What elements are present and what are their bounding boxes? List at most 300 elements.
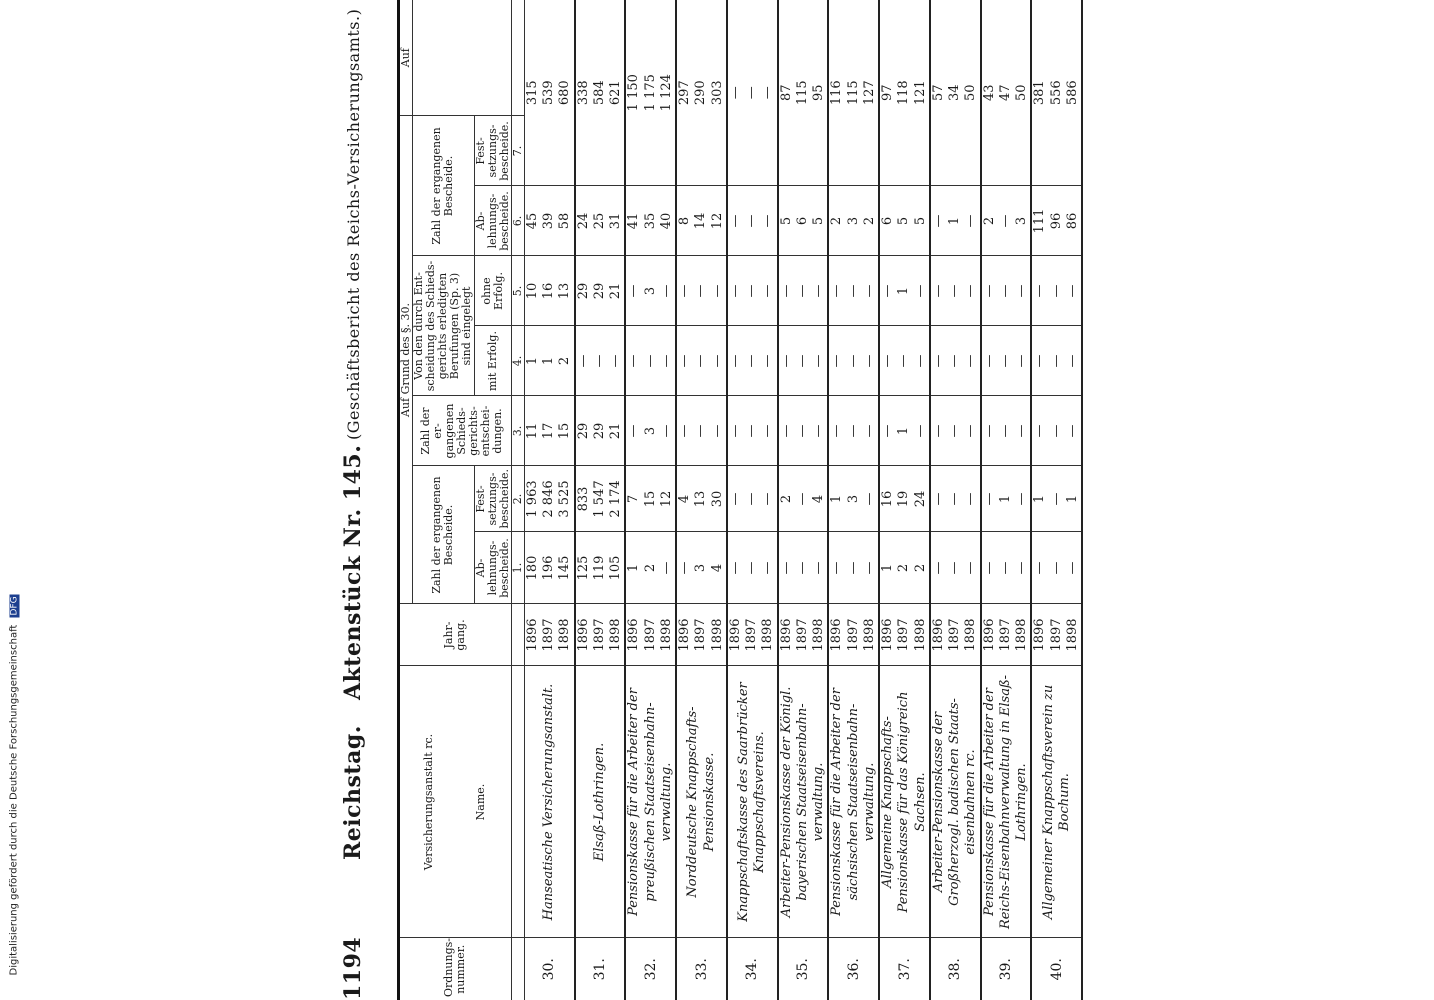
row-years <box>676 604 727 666</box>
row-col-4 <box>625 326 676 396</box>
row-col-4-value: — <box>947 354 963 368</box>
table-row <box>930 0 981 1000</box>
row-col-2 <box>778 466 829 532</box>
row-years-value: 1896 <box>524 618 540 652</box>
row-col-4-value: 1 <box>541 356 557 366</box>
row-number: 33. <box>676 938 727 1000</box>
header-col5: ohne Erfolg. <box>474 256 511 326</box>
row-col-7-value: 127 <box>861 80 877 106</box>
row-col-5-value: — <box>845 284 861 298</box>
row-col-2 <box>625 466 676 532</box>
row-col-7 <box>828 0 879 186</box>
row-col-3-value: — <box>709 424 725 438</box>
row-col-1-value: — <box>963 561 979 575</box>
table-row <box>676 0 727 1000</box>
row-col-4-value: — <box>1032 354 1048 368</box>
row-col-2 <box>524 466 574 532</box>
row-number: 32. <box>625 938 676 1000</box>
row-years-value: 1897 <box>947 618 963 652</box>
row-col-6 <box>778 186 829 256</box>
row-col-5-value: 1 <box>896 286 912 296</box>
row-col-3-value: — <box>794 424 810 438</box>
row-col-6 <box>1031 186 1082 256</box>
row-years-value: 1896 <box>575 618 591 652</box>
row-col-1 <box>727 532 778 604</box>
row-col-4-value: — <box>1048 354 1064 368</box>
row-col-3-value: — <box>626 424 642 438</box>
row-col-2 <box>828 466 879 532</box>
header-spacer <box>413 0 512 116</box>
row-col-7-value: — <box>727 86 743 100</box>
row-col-6 <box>676 186 727 256</box>
row-col-4-value: — <box>608 354 624 368</box>
row-col-2-value: 1 547 <box>591 480 607 518</box>
row-col-4-value: — <box>997 354 1013 368</box>
row-col-6-value: — <box>963 214 979 228</box>
row-col-6-value: 2 <box>981 216 997 226</box>
row-col-6-value: 2 <box>861 216 877 226</box>
row-years-value: 1897 <box>794 618 810 652</box>
row-col-5-value: — <box>811 284 827 298</box>
row-col-4-value: — <box>912 354 928 368</box>
row-col-2 <box>727 466 778 532</box>
row-col-1-value: — <box>1014 561 1030 575</box>
row-col-3-value: — <box>811 424 827 438</box>
header-anstalt-label: Versicherungsanstalt rc. <box>422 733 436 871</box>
row-col-3-value: — <box>744 424 760 438</box>
row-years <box>981 604 1032 666</box>
row-years <box>1031 604 1082 666</box>
row-col-3-value: — <box>658 424 674 438</box>
row-years-value: 1898 <box>963 618 979 652</box>
row-col-5-value: — <box>981 284 997 298</box>
row-years-value: 1897 <box>1048 618 1064 652</box>
row-col-1 <box>930 532 981 604</box>
row-number: 36. <box>828 938 879 1000</box>
row-col-1-value: 196 <box>541 555 557 581</box>
running-head-right: (Geschäftsbericht des Reichs-Versicherungsamts.) <box>344 8 363 440</box>
row-years-value: 1897 <box>693 618 709 652</box>
row-col-2-value: 19 <box>896 490 912 508</box>
row-col-6-value: 40 <box>658 212 674 230</box>
row-years-value: 1897 <box>997 618 1013 652</box>
colnum-4: 4. <box>511 326 524 396</box>
row-col-6-value: — <box>930 214 946 228</box>
row-col-6-value: — <box>760 214 776 228</box>
row-col-5-value: — <box>947 284 963 298</box>
row-col-6-value: 41 <box>626 212 642 230</box>
row-col-1-value: 180 <box>524 555 540 581</box>
row-col-7-value: 1 124 <box>658 74 674 112</box>
row-col-4-value: — <box>760 354 776 368</box>
row-col-2-value: 2 174 <box>608 480 624 518</box>
row-years-value: 1896 <box>626 618 642 652</box>
row-col-1-value: — <box>1048 561 1064 575</box>
row-col-2-value: — <box>947 492 963 506</box>
row-col-5 <box>828 256 879 326</box>
row-col-3-value: 29 <box>591 422 607 440</box>
row-col-4-value: — <box>861 354 877 368</box>
row-col-1-value: — <box>981 561 997 575</box>
row-col-1-value: 125 <box>575 555 591 581</box>
colnum-1: 1. <box>511 532 524 604</box>
dfg-logo: DFG <box>9 596 20 616</box>
row-col-5 <box>575 256 626 326</box>
row-col-7-value: 118 <box>896 80 912 106</box>
row-col-2-value: — <box>930 492 946 506</box>
table-row <box>828 0 879 1000</box>
row-col-4 <box>981 326 1032 396</box>
row-col-4-value: — <box>981 354 997 368</box>
row-years-value: 1897 <box>896 618 912 652</box>
row-col-3-value: 15 <box>557 422 573 440</box>
row-col-5-value: 13 <box>557 282 573 300</box>
row-col-3-value: — <box>880 424 896 438</box>
row-col-7 <box>1031 0 1082 186</box>
row-col-5-value: — <box>829 284 845 298</box>
row-col-2-value: — <box>794 492 810 506</box>
row-years <box>575 604 626 666</box>
row-col-4-value: 2 <box>557 356 573 366</box>
row-col-3 <box>727 396 778 466</box>
row-col-3 <box>575 396 626 466</box>
row-col-1 <box>575 532 626 604</box>
row-col-1-value: 2 <box>912 563 928 573</box>
row-col-2-value: 15 <box>642 490 658 508</box>
row-col-7-value: — <box>744 86 760 100</box>
row-years-value: 1897 <box>541 618 557 652</box>
row-col-3 <box>1031 396 1082 466</box>
running-head-left: Reichstag. <box>340 725 366 860</box>
row-col-4-value: — <box>829 354 845 368</box>
row-col-3-value: — <box>997 424 1013 438</box>
row-col-4-value: — <box>880 354 896 368</box>
row-col-7-value: 297 <box>677 80 693 106</box>
row-years-value: 1898 <box>811 618 827 652</box>
row-col-1-value: 2 <box>896 563 912 573</box>
row-col-3-value: 29 <box>575 422 591 440</box>
row-col-5 <box>625 256 676 326</box>
row-col-5-value: — <box>693 284 709 298</box>
table-row <box>524 0 574 1000</box>
row-col-6 <box>930 186 981 256</box>
row-col-7 <box>575 0 626 186</box>
row-col-2-value: 1 963 <box>524 480 540 518</box>
row-col-6-value: 2 <box>829 216 845 226</box>
header-col1: Ab-lehnungs-bescheide. <box>474 532 511 604</box>
digitization-note: Digitalisierung gefördert durch die Deutsche Forschungsgemeinschaft <box>8 624 20 976</box>
row-col-6-value: — <box>997 214 1013 228</box>
row-col-7-value: 680 <box>557 80 573 106</box>
row-col-4 <box>575 326 626 396</box>
row-col-5-value: — <box>930 284 946 298</box>
table-row <box>778 0 829 1000</box>
row-col-5 <box>879 256 930 326</box>
row-col-6-value: 5 <box>912 216 928 226</box>
header-jahr: Jahr-gang. <box>399 604 512 666</box>
row-col-6-value: 3 <box>1014 216 1030 226</box>
row-col-2-value: 16 <box>880 490 896 508</box>
row-col-3-value: 17 <box>541 422 557 440</box>
row-col-6-value: 5 <box>778 216 794 226</box>
row-years-value: 1897 <box>744 618 760 652</box>
row-col-6 <box>727 186 778 256</box>
row-col-6-value: 86 <box>1064 212 1080 230</box>
row-col-5-value: — <box>794 284 810 298</box>
page-number: 1194 <box>340 936 366 1000</box>
row-col-7-value: 539 <box>541 80 557 106</box>
row-col-3 <box>930 396 981 466</box>
row-col-7-value: 97 <box>880 84 896 101</box>
row-col-7 <box>727 0 778 186</box>
row-col-3 <box>879 396 930 466</box>
row-col-5 <box>676 256 727 326</box>
row-col-2-value: 1 <box>829 494 845 504</box>
row-col-3-value: — <box>829 424 845 438</box>
row-col-5-value: — <box>1064 284 1080 298</box>
row-years-value: 1898 <box>557 618 573 652</box>
row-col-2-value: 12 <box>658 490 674 508</box>
row-col-7-value: 47 <box>997 84 1013 101</box>
row-col-4-value: — <box>896 354 912 368</box>
row-col-4 <box>778 326 829 396</box>
row-name: Hanseatische Versicherungsanstalt. <box>524 666 574 938</box>
row-col-2-value: 1 <box>1064 494 1080 504</box>
row-col-5-value: — <box>760 284 776 298</box>
row-col-6-value: 6 <box>794 216 810 226</box>
row-col-5-value: — <box>677 284 693 298</box>
row-col-2-value: — <box>963 492 979 506</box>
row-col-7-value: 315 <box>524 80 540 106</box>
row-col-2-value: — <box>727 492 743 506</box>
row-col-3-value: — <box>947 424 963 438</box>
row-col-1-value: — <box>658 561 674 575</box>
row-col-7 <box>676 0 727 186</box>
row-col-2-value: — <box>744 492 760 506</box>
table-row <box>879 0 930 1000</box>
row-col-6-value: 12 <box>709 212 725 230</box>
header-col45-group: Von den durch Ent-scheidung des Schieds-gerichts erledigten Berufungen (Sp. 3) sind eingelegt <box>413 256 474 396</box>
row-col-6 <box>828 186 879 256</box>
row-col-7-value: 621 <box>608 80 624 106</box>
row-years-value: 1896 <box>880 618 896 652</box>
row-col-3-value: — <box>677 424 693 438</box>
row-col-6-value: 39 <box>541 212 557 230</box>
row-col-7-value: 586 <box>1064 80 1080 106</box>
row-col-3 <box>778 396 829 466</box>
row-col-1 <box>625 532 676 604</box>
row-years-value: 1898 <box>709 618 725 652</box>
row-col-3-value: 3 <box>642 426 658 436</box>
row-col-7-value: 338 <box>575 80 591 106</box>
row-col-2 <box>930 466 981 532</box>
row-name: Allgemeine Knappschafts-Pensionskasse für das Königreich Sachsen. <box>879 666 930 938</box>
row-col-4-value: — <box>778 354 794 368</box>
row-col-4-value: — <box>930 354 946 368</box>
row-col-6-value: 6 <box>880 216 896 226</box>
row-col-5 <box>727 256 778 326</box>
row-years-value: 1898 <box>1014 618 1030 652</box>
row-col-7-value: 584 <box>591 80 607 106</box>
row-col-7-value: 87 <box>778 84 794 101</box>
row-col-5-value: 21 <box>608 282 624 300</box>
header-col7: Fest-setzungs-bescheide. <box>474 116 511 186</box>
row-name: Allgemeiner Knappschaftsverein zu Bochum. <box>1031 666 1082 938</box>
header-grund: Auf Grund des §. 30. <box>399 116 413 604</box>
row-col-2-value: 24 <box>912 490 928 508</box>
row-col-4-value: — <box>845 354 861 368</box>
row-col-1-value: — <box>861 561 877 575</box>
row-col-6-value: 8 <box>677 216 693 226</box>
row-col-2-value: 3 525 <box>557 480 573 518</box>
row-col-1-value: 3 <box>693 563 709 573</box>
row-col-4 <box>727 326 778 396</box>
row-col-1 <box>981 532 1032 604</box>
row-col-3 <box>524 396 574 466</box>
row-col-5-value: 29 <box>575 282 591 300</box>
row-number: 37. <box>879 938 930 1000</box>
row-col-5-value: 16 <box>541 282 557 300</box>
row-col-3-value: — <box>861 424 877 438</box>
row-years-value: 1897 <box>845 618 861 652</box>
row-col-6-value: 14 <box>693 212 709 230</box>
row-col-1-value: — <box>744 561 760 575</box>
row-number: 35. <box>778 938 829 1000</box>
row-years <box>930 604 981 666</box>
row-col-5-value: — <box>778 284 794 298</box>
row-col-1-value: 2 <box>642 563 658 573</box>
row-col-3-value: — <box>1032 424 1048 438</box>
row-years-value: 1898 <box>861 618 877 652</box>
row-col-2 <box>981 466 1032 532</box>
row-col-7-value: 34 <box>947 84 963 101</box>
row-col-5 <box>778 256 829 326</box>
row-years-value: 1896 <box>778 618 794 652</box>
row-col-6 <box>981 186 1032 256</box>
row-col-3 <box>981 396 1032 466</box>
row-col-4-value: — <box>794 354 810 368</box>
row-col-2-value: 833 <box>575 486 591 512</box>
row-col-1-value: — <box>811 561 827 575</box>
row-col-5-value: — <box>658 284 674 298</box>
colnum-3: 3. <box>511 396 524 466</box>
row-col-7-value: 303 <box>709 80 725 106</box>
row-col-1 <box>1031 532 1082 604</box>
row-col-7-value: 1 175 <box>642 74 658 112</box>
row-name: Elsaß-Lothringen. <box>575 666 626 938</box>
row-col-2-value: 30 <box>709 490 725 508</box>
row-col-2 <box>676 466 727 532</box>
row-col-1-value: — <box>947 561 963 575</box>
row-col-7 <box>981 0 1032 186</box>
row-col-4-value: — <box>642 354 658 368</box>
row-col-2 <box>879 466 930 532</box>
row-col-4 <box>524 326 574 396</box>
row-col-5-value: 3 <box>642 286 658 296</box>
row-name: Arbeiter-Pensionskasse der Großherzogl. badischen Staats-eisenbahnen rc. <box>930 666 981 938</box>
row-col-1-value: — <box>760 561 776 575</box>
row-col-4 <box>828 326 879 396</box>
table-row <box>575 0 626 1000</box>
row-col-7-value: 115 <box>845 80 861 106</box>
row-col-5-value: — <box>880 284 896 298</box>
colnum-2: 2. <box>511 466 524 532</box>
row-years <box>524 604 574 666</box>
row-col-2-value: — <box>1048 492 1064 506</box>
row-col-7-value: 95 <box>811 84 827 101</box>
row-years-value: 1896 <box>930 618 946 652</box>
header-name: Name. <box>474 783 488 821</box>
row-col-7 <box>879 0 930 186</box>
row-col-5-value: — <box>1048 284 1064 298</box>
row-col-3-value: — <box>845 424 861 438</box>
row-col-6-value: 1 <box>947 216 963 226</box>
colnum-5: 5. <box>511 256 524 326</box>
row-col-6-value: 5 <box>896 216 912 226</box>
row-col-4-value: — <box>591 354 607 368</box>
row-col-2-value: — <box>861 492 877 506</box>
row-col-1-value: 145 <box>557 555 573 581</box>
row-col-2-value: — <box>981 492 997 506</box>
row-years <box>828 604 879 666</box>
row-col-2 <box>575 466 626 532</box>
row-col-2-value: 13 <box>693 490 709 508</box>
row-col-4-value: — <box>727 354 743 368</box>
row-col-2-value: 1 <box>1032 494 1048 504</box>
row-col-2-value: 2 <box>778 494 794 504</box>
row-col-4-value: — <box>744 354 760 368</box>
row-col-7-value: 121 <box>912 80 928 106</box>
row-years <box>879 604 930 666</box>
row-col-3-value: — <box>778 424 794 438</box>
row-name: Pensionskasse für die Arbeiter der sächsischen Staatseisenbahn-verwaltung. <box>828 666 879 938</box>
row-col-7-value: 50 <box>963 84 979 101</box>
row-col-1 <box>828 532 879 604</box>
colnum-6: 6. <box>511 186 524 256</box>
row-col-5-value: — <box>963 284 979 298</box>
row-years <box>778 604 829 666</box>
row-col-4 <box>930 326 981 396</box>
row-years-value: 1896 <box>981 618 997 652</box>
row-years-value: 1896 <box>727 618 743 652</box>
row-name: Norddeutsche Knappschafts-Pensionskasse. <box>676 666 727 938</box>
header-anstalt <box>399 666 512 938</box>
header-ordnung: Ordnungs-nummer. <box>399 938 512 1000</box>
row-col-4-value: 1 <box>524 356 540 366</box>
row-col-3-value: — <box>930 424 946 438</box>
row-col-6-value: 35 <box>642 212 658 230</box>
row-col-5-value: — <box>997 284 1013 298</box>
row-col-4-value: — <box>963 354 979 368</box>
row-col-6-value: 3 <box>845 216 861 226</box>
row-number: 31. <box>575 938 626 1000</box>
row-number: 38. <box>930 938 981 1000</box>
row-col-3-value: — <box>727 424 743 438</box>
row-col-5-value: — <box>727 284 743 298</box>
row-col-6 <box>879 186 930 256</box>
row-years-value: 1896 <box>829 618 845 652</box>
row-years-value: 1898 <box>608 618 624 652</box>
row-years-value: 1896 <box>677 618 693 652</box>
row-col-4-value: — <box>677 354 693 368</box>
row-col-4-value: — <box>693 354 709 368</box>
row-col-1-value: — <box>1064 561 1080 575</box>
row-col-7 <box>778 0 829 186</box>
row-col-1-value: — <box>677 561 693 575</box>
row-years-value: 1898 <box>1064 618 1080 652</box>
row-col-1-value: — <box>778 561 794 575</box>
row-col-7-value: 116 <box>829 80 845 106</box>
